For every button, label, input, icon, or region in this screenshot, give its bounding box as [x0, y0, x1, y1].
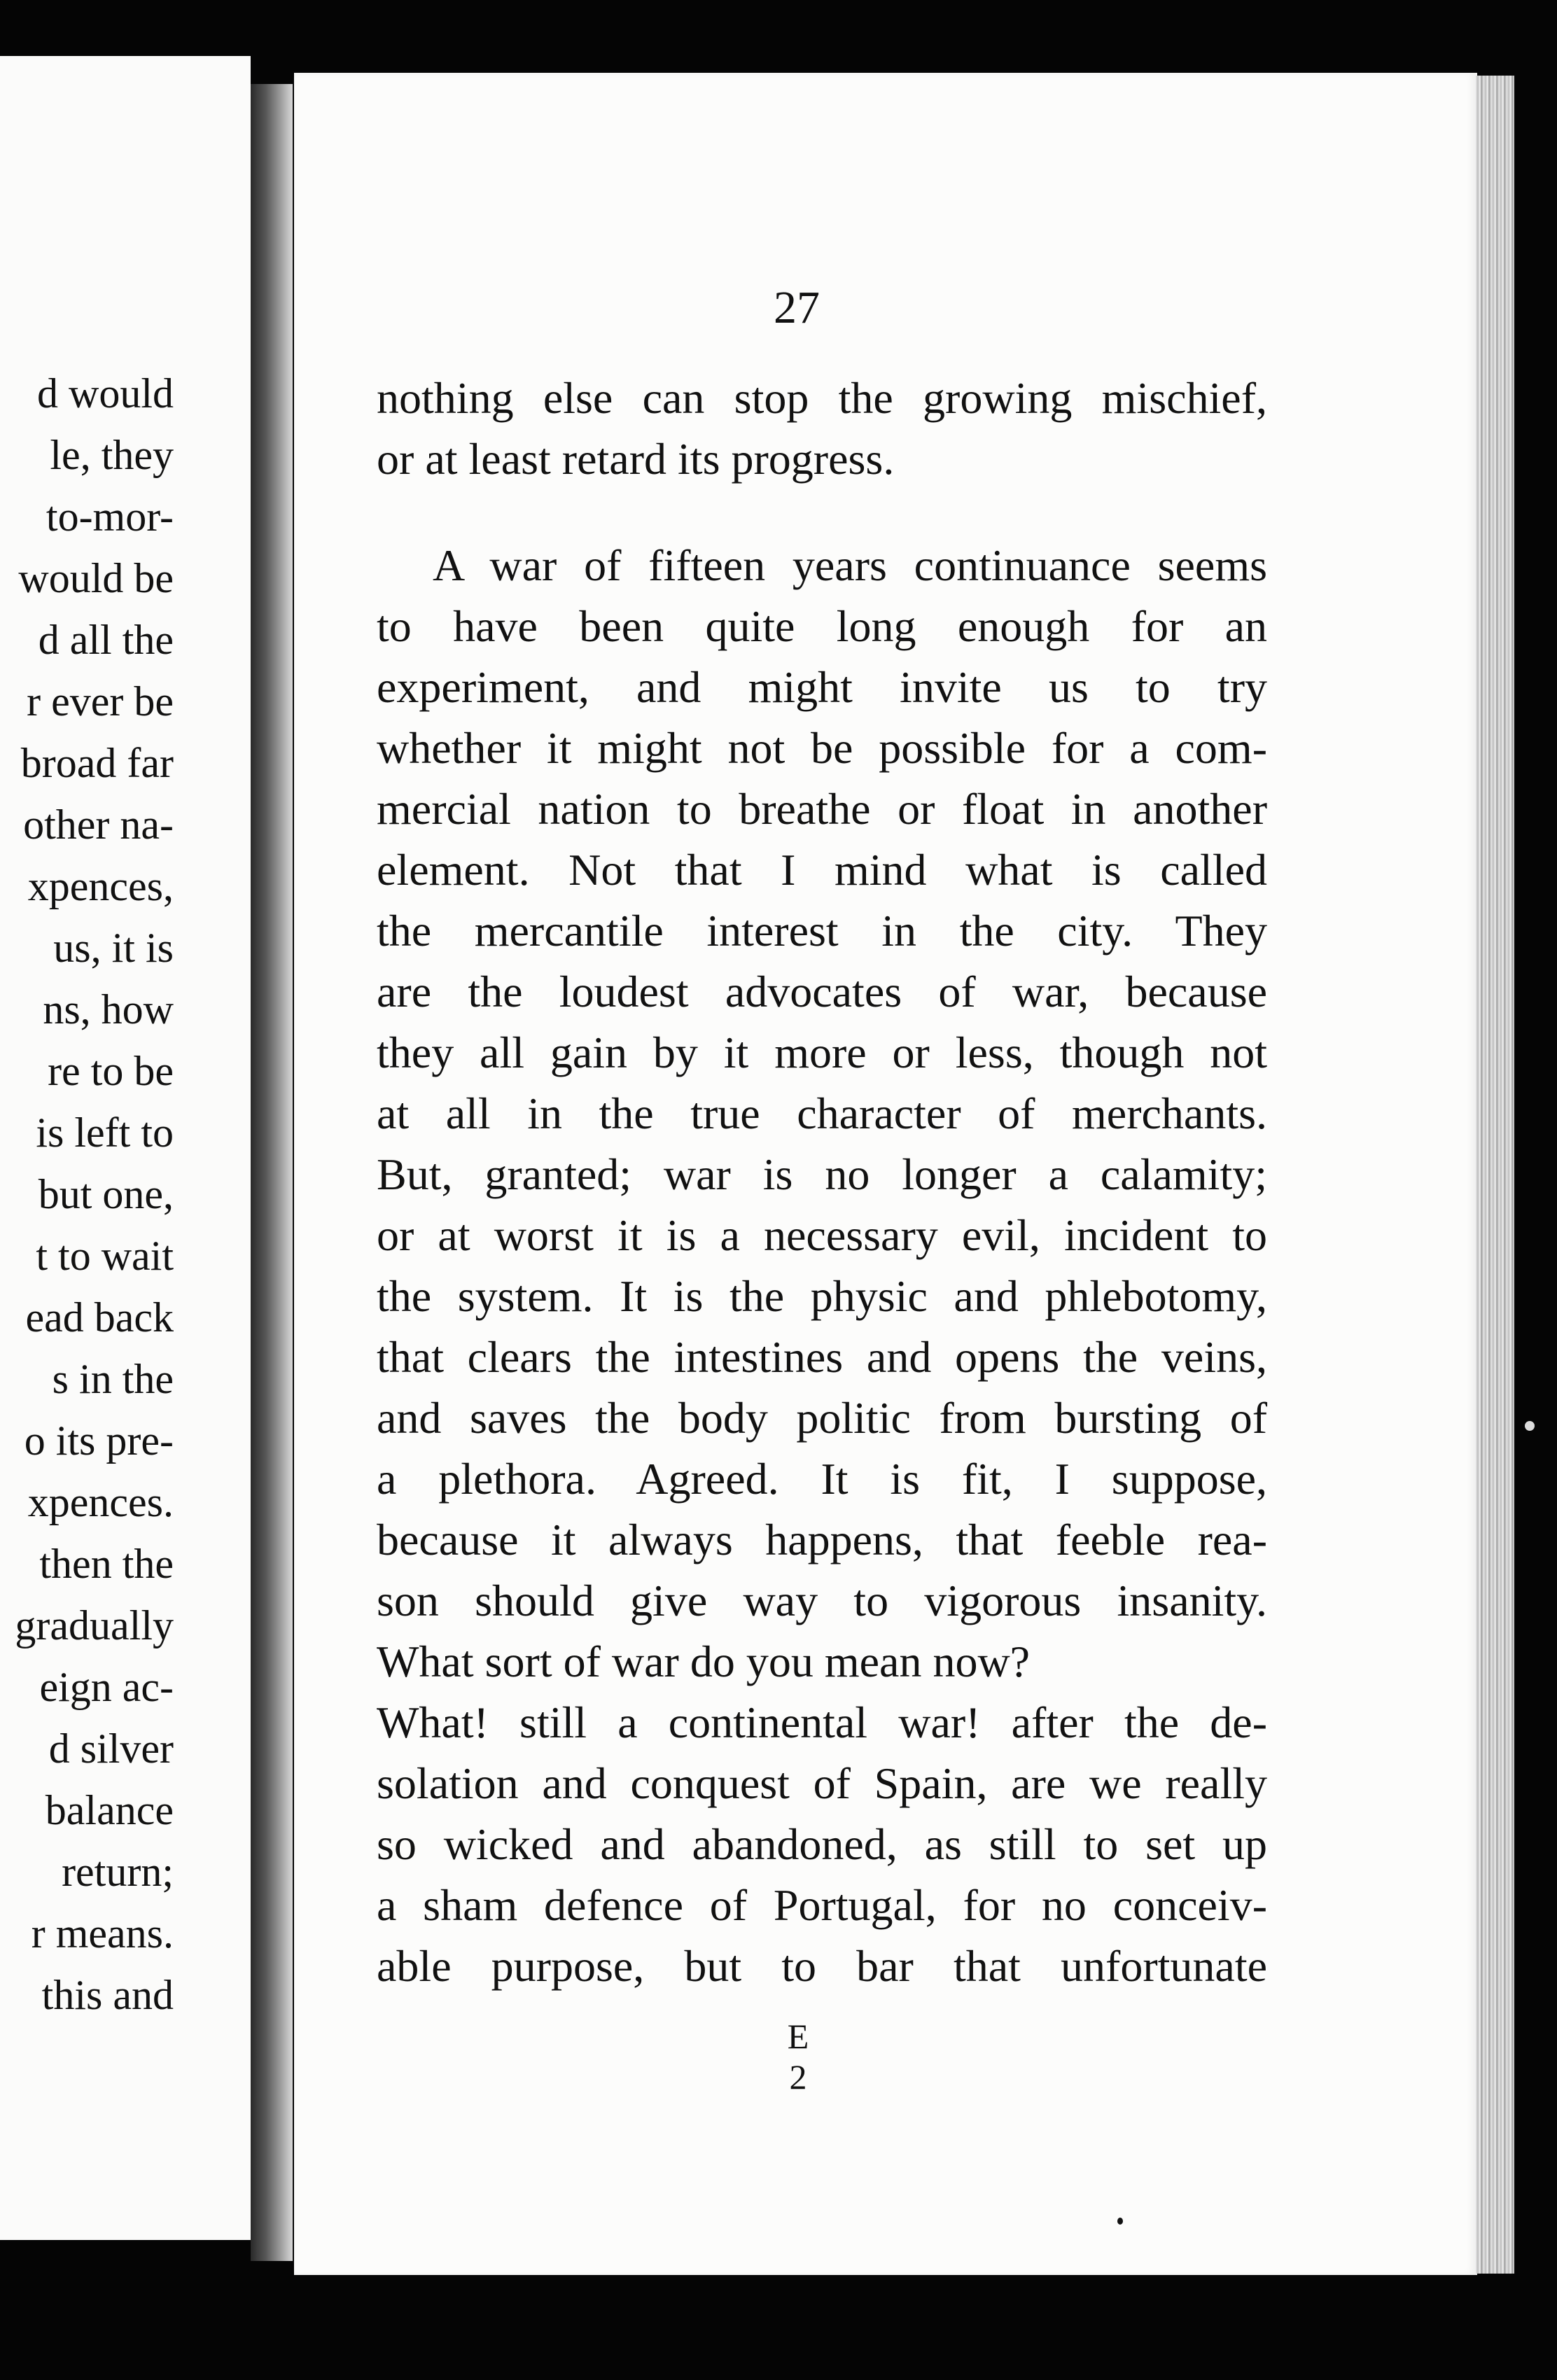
left-page-line: o its pre- [24, 1418, 174, 1464]
binding-hole [1525, 1421, 1535, 1431]
text-line: whether it might not be possible for a com- [377, 723, 1267, 773]
left-page-line: balance [45, 1787, 174, 1833]
left-page-line: s in the [52, 1356, 174, 1402]
left-page-line: this and [41, 1972, 174, 2018]
text-line: experiment, and might invite us to try [377, 662, 1267, 712]
left-page-line: ns, how [43, 986, 174, 1032]
left-page-line: ead back [25, 1294, 174, 1340]
text-line: able purpose, but to bar that unfortunate [377, 1941, 1267, 1991]
text-line: they all gain by it more or less, though not [377, 1028, 1267, 1077]
text-line: mercial nation to breathe or float in another [377, 784, 1267, 834]
text-line: nothing else can stop the growing mischief, [377, 373, 1267, 423]
left-page-line: le, they [50, 432, 174, 478]
text-line: at all in the true character of merchants. [377, 1088, 1267, 1138]
left-page-line: gradually [15, 1602, 174, 1648]
left-page-line: d would [37, 370, 174, 416]
text-line: What sort of war do you mean now? [377, 1637, 1031, 1686]
book-gutter [251, 84, 293, 2261]
text-line: are the loudest advocates of war, because [377, 967, 1267, 1016]
text-line: What! still a continental war! after the de- [377, 1698, 1267, 1747]
left-page-line: re to be [48, 1048, 174, 1094]
text-line: the mercantile interest in the city. They [377, 906, 1267, 955]
signature-mark: E 2 [787, 2017, 823, 2096]
left-page-line: would be [18, 555, 174, 601]
left-page-line: is left to [36, 1110, 174, 1156]
left-page-line: broad far [20, 740, 174, 786]
text-line: element. Not that I mind what is called [377, 845, 1267, 895]
left-page-line: r means. [31, 1910, 174, 1956]
left-page-line: eign ac- [39, 1664, 174, 1710]
left-page-line: return; [62, 1849, 174, 1895]
page-body-text [377, 368, 1267, 1996]
left-page-line: d all the [38, 617, 174, 663]
text-line: and saves the body politic from bursting of [377, 1393, 1267, 1443]
ink-speck [1117, 2218, 1123, 2225]
text-line: solation and conquest of Spain, are we really [377, 1758, 1267, 1808]
text-line: because it always happens, that feeble rea- [377, 1515, 1267, 1564]
page-number: 27 [774, 282, 820, 333]
page-edges [1476, 76, 1514, 2274]
text-line: or at worst it is a necessary evil, incident to [377, 1210, 1267, 1260]
left-page-line: us, it is [53, 925, 174, 971]
text-line: that clears the intestines and opens the veins, [377, 1332, 1267, 1382]
left-page-line: xpences. [27, 1479, 174, 1525]
left-page-line: then the [39, 1541, 174, 1587]
left-page-line: other na- [23, 802, 174, 848]
left-page-text [0, 56, 251, 2240]
text-line: the system. It is the physic and phlebotomy, [377, 1271, 1267, 1321]
text-line: so wicked and abandoned, as still to set up [377, 1819, 1267, 1869]
text-line: A war of fifteen years continuance seems [433, 540, 1267, 590]
left-page-line: xpences, [27, 863, 174, 909]
paragraph-gap [377, 489, 1267, 535]
text-line: a plethora. Agreed. It is fit, I suppose, [377, 1454, 1267, 1504]
left-page-line: d silver [48, 1726, 174, 1772]
left-page-line: t to wait [36, 1233, 174, 1279]
left-page-line: r ever be [27, 678, 174, 724]
text-line: to have been quite long enough for an [377, 601, 1267, 651]
left-page-line: to-mor- [46, 493, 174, 540]
text-line: a sham defence of Portugal, for no conceiv- [377, 1880, 1267, 1930]
text-line: But, granted; war is no longer a calamity; [377, 1149, 1267, 1199]
left-page-line: but one, [38, 1171, 174, 1217]
text-line: or at least retard its progress. [377, 434, 895, 484]
left-page-fragment [0, 56, 251, 2240]
text-line: son should give way to vigorous insanity. [377, 1576, 1267, 1625]
